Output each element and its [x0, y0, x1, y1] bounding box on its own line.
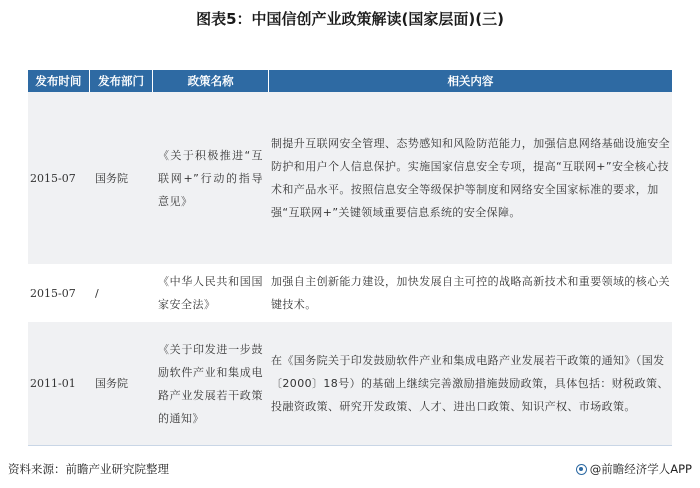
cell-dept: 国务院 [95, 171, 128, 185]
page-title: 图表5：中国信创产业政策解读(国家层面)(三) [196, 10, 504, 28]
cell-policy-name: 《关于印发进一步鼓励软件产业和集成电路产业发展若干政策的通知》 [158, 342, 263, 425]
policy-table [28, 70, 672, 446]
cell-dept: / [95, 286, 99, 300]
table-row [28, 92, 672, 264]
cell-content: 在《国务院关于印发鼓励软件产业和集成电路产业发展若干政策的通知》（国发〔2000〕18号）的基础上继续完善激励措施鼓励政策，具体包括：财税政策、投融资政策、研究开发政策、人才、进出口政策、知识产权、市场政策。 [271, 354, 669, 413]
cell-policy-name: 《关于积极推进“互联网+”行动的指导意见》 [158, 148, 263, 208]
table-row [28, 322, 672, 445]
header-dept: 发布部门 [90, 70, 154, 92]
table-row [28, 264, 672, 322]
cell-policy-name: 《中华人民共和国国家安全法》 [158, 275, 263, 311]
brand-logo-icon [576, 464, 587, 475]
cell-date: 2015-07 [30, 171, 76, 185]
brand-credit [576, 461, 692, 477]
header-date: 发布时间 [28, 70, 90, 92]
header-policy-name: 政策名称 [153, 70, 268, 92]
cell-content: 加强自主创新能力建设，加快发展自主可控的战略高新技术和重要领域的核心关键技术。 [271, 275, 670, 311]
brand-label: @前瞻经济学人APP [589, 462, 692, 476]
cell-content: 制提升互联网安全管理、态势感知和风险防范能力，加强信息网络基础设施安全防护和用户个人信息保护。实施国家信息安全专项，提高“互联网+”安全核心技术和产品水平。按照信息安全等级保护等制度和网络安全国家标准的要求，加强“互联网+”关键领域重要信息系统的安全保障。 [271, 137, 670, 219]
header-content: 相关内容 [447, 74, 494, 88]
cell-dept: 国务院 [95, 377, 128, 390]
cell-date: 2011-01 [30, 377, 76, 390]
source-note: 资料来源：前瞻产业研究院整理 [8, 462, 169, 476]
cell-date: 2015-07 [30, 286, 76, 300]
table-header [28, 70, 672, 92]
